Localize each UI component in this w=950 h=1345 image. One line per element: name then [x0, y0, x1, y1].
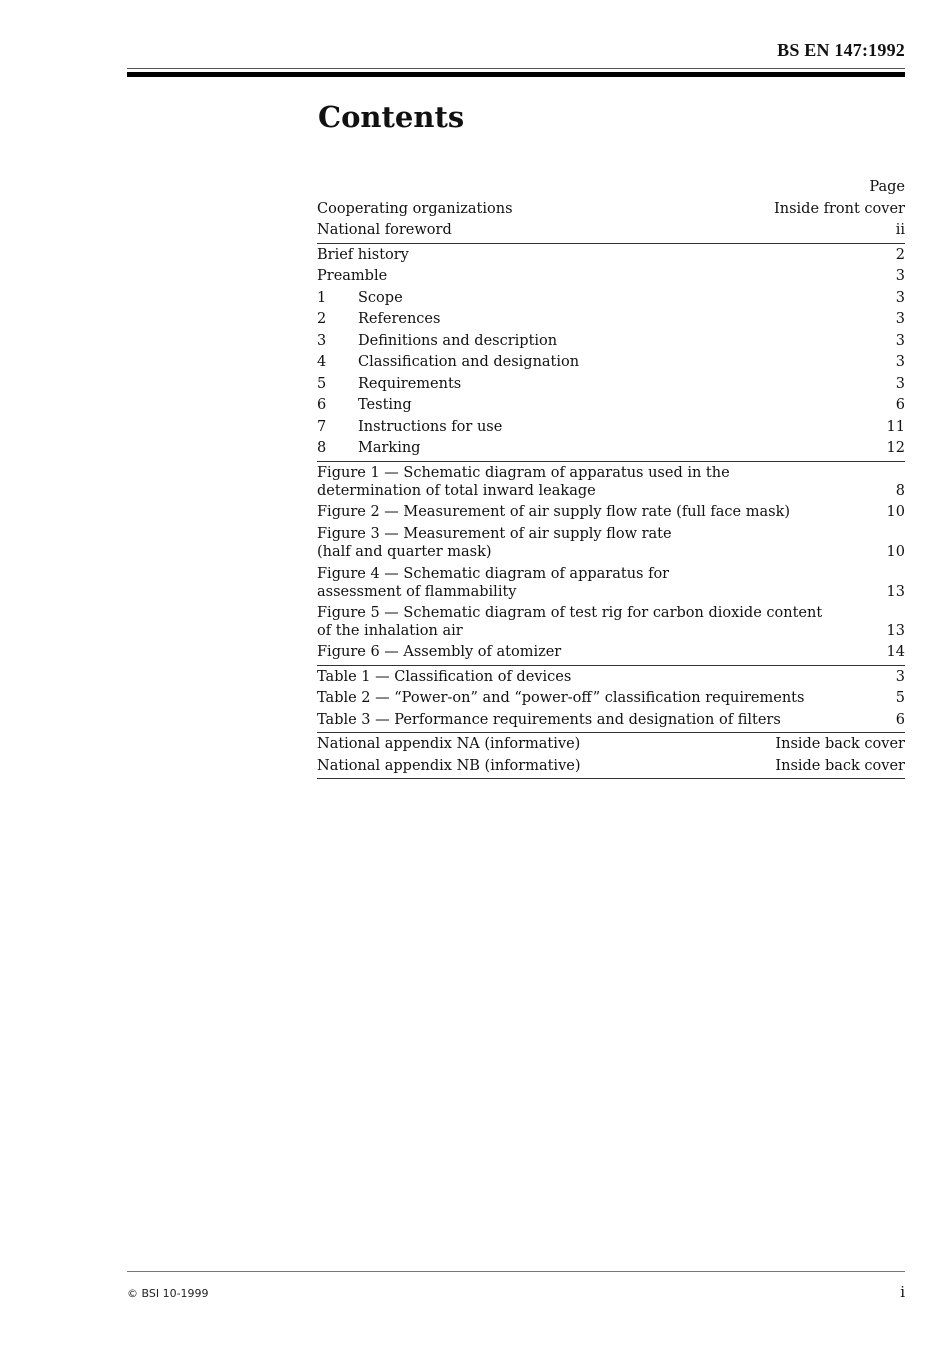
- toc-entry-page: 3: [895, 332, 905, 349]
- toc-entry-label: Figure 4 — Schematic diagram of apparatus for assessment of flammability: [317, 565, 670, 600]
- standard-number: BS EN 147:1992: [777, 40, 905, 60]
- toc-entry[interactable]: [317, 463, 905, 503]
- toc-entry[interactable]: [317, 309, 905, 331]
- toc-entry-label-wrap: [317, 604, 822, 640]
- toc-entry-label: National appendix NB (informative): [317, 757, 581, 774]
- toc-entry-label-wrap: [317, 688, 804, 710]
- toc-entry-page: 3: [895, 375, 905, 392]
- toc-entry-number: 7: [317, 418, 327, 435]
- toc-entry-label-wrap: [317, 756, 581, 778]
- toc-entry-label-wrap: [317, 642, 561, 664]
- toc-entry-label-wrap: [317, 288, 403, 310]
- page-title: Contents: [318, 100, 465, 134]
- toc-entry[interactable]: [317, 438, 905, 460]
- toc-entry[interactable]: [317, 710, 905, 732]
- toc-entry-label-wrap: [317, 502, 790, 524]
- header-rule-thin: [127, 68, 905, 69]
- toc-entry[interactable]: [317, 395, 905, 417]
- toc-entry[interactable]: [317, 417, 905, 439]
- toc-entry-page: 3: [895, 311, 905, 327]
- toc-entry-label: Figure 6 — Assembly of atomizer: [317, 644, 562, 660]
- page-column-label: Page: [869, 179, 905, 195]
- toc-entry-page: 13: [886, 623, 905, 639]
- toc-entry[interactable]: [317, 667, 905, 689]
- toc-entry-label-wrap: [317, 417, 502, 439]
- toc-entry-label: National foreword: [317, 222, 452, 238]
- copyright-notice: © BSI 10-1999: [127, 1287, 209, 1300]
- toc-entry-number: 5: [317, 375, 327, 392]
- toc-entry[interactable]: [317, 352, 905, 374]
- toc-entry-label-wrap: [317, 438, 420, 460]
- toc-entry-label-wrap: [317, 667, 571, 689]
- toc-entry[interactable]: [317, 642, 905, 664]
- toc-entry-page: Inside back cover: [775, 736, 905, 752]
- toc-entry[interactable]: [317, 502, 905, 524]
- toc-entry-label-wrap: [317, 734, 580, 756]
- toc-entry-page: 8: [895, 483, 905, 499]
- toc-entry[interactable]: [317, 688, 905, 710]
- toc-entry-label-wrap: [317, 710, 781, 732]
- toc-entry-label: Figure 2 — Measurement of air supply flow rate (full face mask): [317, 504, 791, 520]
- toc-entry-page: 13: [886, 583, 905, 600]
- toc-entry[interactable]: [317, 331, 905, 353]
- toc-entry-number: 4: [317, 354, 327, 370]
- table-of-contents: [317, 177, 905, 780]
- toc-entry-label: Marking: [358, 440, 421, 456]
- toc-entry-page: ii: [895, 222, 905, 238]
- page-number: i: [900, 1283, 905, 1301]
- toc-entry-label: Testing: [358, 397, 412, 413]
- toc-entry-label: National appendix NA (informative): [317, 736, 581, 752]
- toc-entry-label-wrap: [317, 245, 409, 267]
- toc-entry-page: 3: [895, 268, 905, 284]
- toc-entry-page: 11: [886, 418, 905, 435]
- toc-entry-label: Instructions for use: [358, 418, 503, 435]
- toc-group: [317, 463, 905, 666]
- toc-entry-label: Figure 1 — Schematic diagram of apparatus used in the determination of total inward leakage: [317, 465, 730, 499]
- header-rule-thick: [127, 72, 905, 77]
- toc-entry-label-wrap: [317, 395, 412, 417]
- toc-group: [317, 734, 905, 779]
- toc-entry-number: 1: [317, 289, 327, 306]
- toc-entry-label: Figure 3 — Measurement of air supply flow rate (half and quarter mask): [317, 526, 672, 560]
- toc-entry-label-wrap: [317, 374, 461, 396]
- toc-entry-page: 12: [886, 440, 905, 456]
- toc-entry[interactable]: [317, 524, 905, 564]
- toc-entry-label-wrap: [317, 464, 730, 500]
- toc-entry[interactable]: [317, 220, 905, 242]
- toc-entry-label-wrap: [317, 352, 579, 374]
- toc-entry[interactable]: [317, 563, 905, 603]
- toc-entry-number: 3: [317, 332, 327, 349]
- toc-entry-label: Table 2 — “Power-on” and “power-off” classification requirements: [317, 690, 805, 706]
- toc-entry-label-wrap: [317, 331, 557, 353]
- toc-entry-page: 5: [895, 690, 905, 706]
- toc-entry[interactable]: [317, 603, 905, 643]
- toc-entry-label: Cooperating organizations: [317, 200, 513, 217]
- toc-entry-number: 2: [317, 311, 327, 327]
- toc-body: [317, 199, 905, 780]
- toc-entry-label: Brief history: [317, 246, 409, 263]
- toc-entry-number: 8: [317, 440, 327, 456]
- toc-entry-label-wrap: [317, 565, 669, 601]
- toc-entry-number: 6: [317, 397, 327, 413]
- toc-entry[interactable]: [317, 199, 905, 221]
- toc-entry[interactable]: [317, 756, 905, 778]
- toc-entry-page: 3: [895, 289, 905, 306]
- toc-entry-label-wrap: [317, 220, 452, 242]
- toc-entry-label: Definitions and description: [358, 332, 558, 349]
- footer-rule: [127, 1271, 905, 1272]
- toc-entry-page: Inside back cover: [775, 757, 905, 774]
- toc-group: [317, 667, 905, 734]
- toc-entry-page: 3: [895, 668, 905, 685]
- toc-entry[interactable]: [317, 245, 905, 267]
- toc-entry-label-wrap: [317, 525, 672, 561]
- toc-entry-page: 3: [895, 354, 905, 370]
- toc-entry-page: 2: [895, 246, 905, 263]
- toc-entry-label: Figure 5 — Schematic diagram of test rig for carbon dioxide content of the inhalation air: [317, 605, 823, 639]
- toc-entry-label: Table 3 — Performance requirements and designation of filters: [317, 711, 781, 728]
- toc-entry-page: 10: [886, 544, 905, 560]
- toc-entry-label-wrap: [317, 199, 513, 221]
- toc-entry-page: 6: [895, 397, 905, 413]
- toc-entry-label: Scope: [358, 289, 403, 306]
- toc-entry[interactable]: [317, 288, 905, 310]
- toc-entry-label: Requirements: [358, 375, 462, 392]
- toc-entry-page: 6: [895, 711, 905, 728]
- toc-entry-label: References: [358, 311, 441, 327]
- toc-entry-label: Table 1 — Classification of devices: [317, 668, 572, 685]
- toc-entry[interactable]: [317, 266, 905, 288]
- toc-entry[interactable]: [317, 734, 905, 756]
- toc-entry-label-wrap: [317, 309, 440, 331]
- toc-entry[interactable]: [317, 374, 905, 396]
- toc-group: [317, 199, 905, 244]
- toc-entry-label-wrap: [317, 266, 387, 288]
- toc-entry-page: Inside front cover: [774, 200, 905, 217]
- toc-group: [317, 245, 905, 462]
- toc-entry-label: Classification and designation: [358, 354, 580, 370]
- toc-entry-label: Preamble: [317, 268, 388, 284]
- toc-entry-page: 14: [886, 644, 905, 660]
- toc-entry-page: 10: [886, 504, 905, 520]
